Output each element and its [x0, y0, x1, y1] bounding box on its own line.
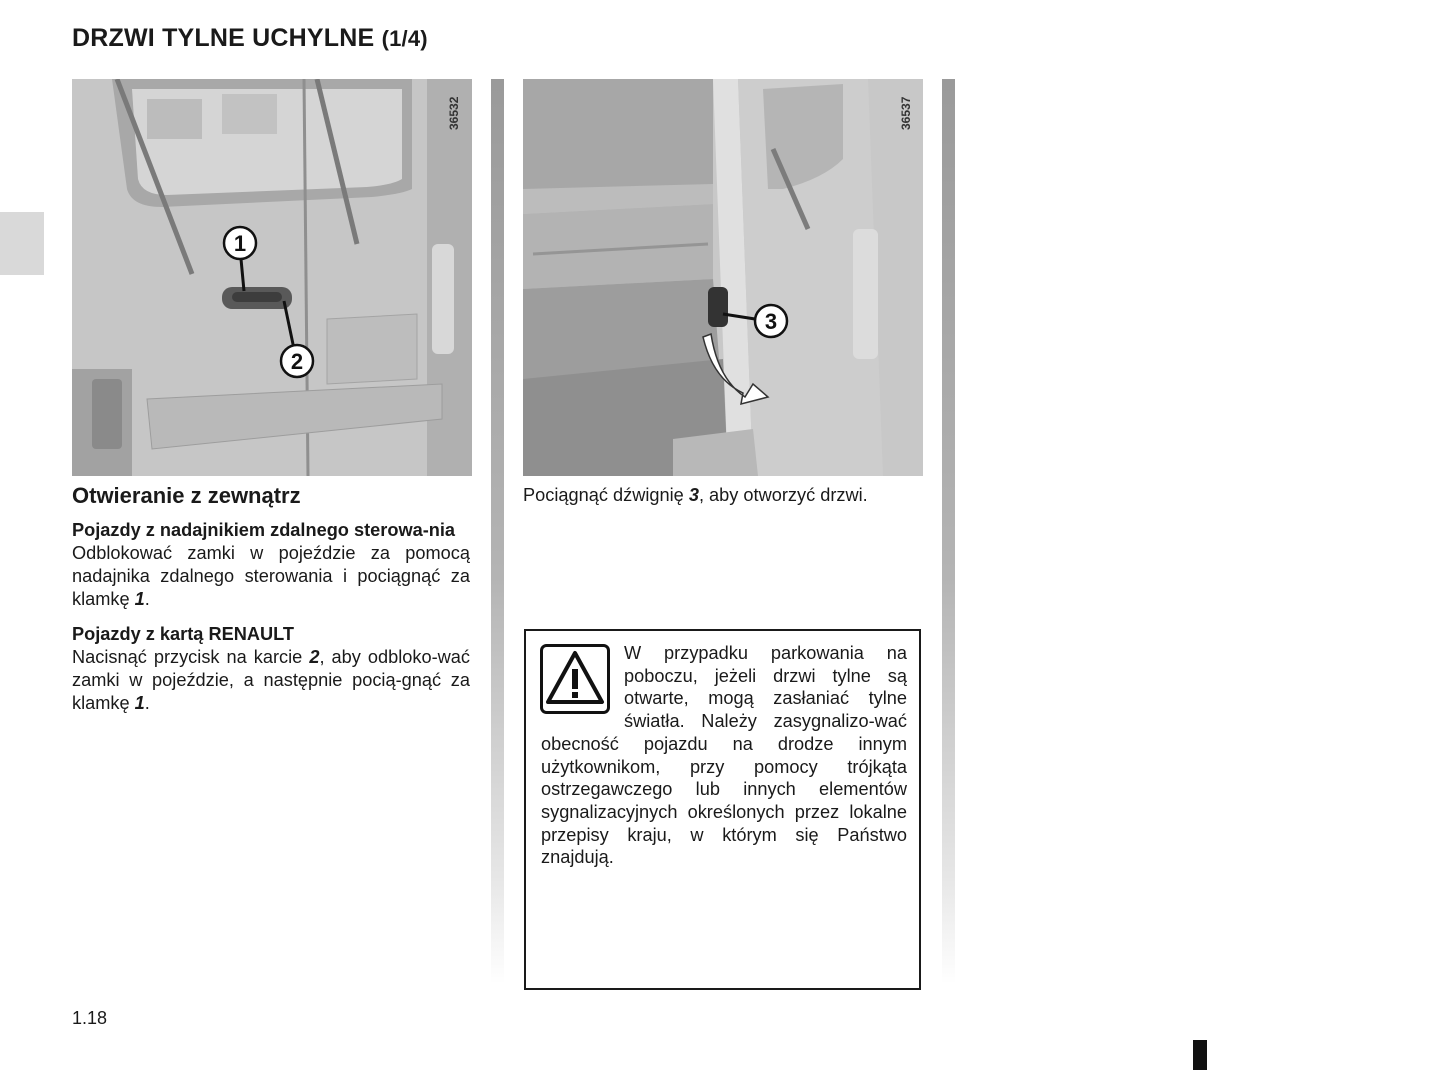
- subheading-card: Pojazdy z kartą RENAULT: [72, 624, 294, 644]
- page-edge-marker: [1193, 1040, 1207, 1070]
- paragraph-card: Nacisnąć przycisk na karcie 2, aby odbloko-wać zamki w pojeździe, a następnie pocią-gnąć za klamkę 1.: [72, 647, 470, 713]
- warning-box: [524, 629, 921, 990]
- section-remote: [72, 519, 470, 611]
- svg-text:2: 2: [290, 349, 304, 374]
- section-tab: [0, 212, 44, 275]
- page-title: [72, 24, 428, 53]
- figure-rear-door-interior: [523, 79, 923, 476]
- section-card: [72, 623, 470, 715]
- figure-code-left: 36532: [447, 96, 461, 130]
- paragraph-lever: Pociągnąć dźwignię 3, aby otworzyć drzwi.: [523, 485, 868, 505]
- right-column: [523, 484, 923, 507]
- column-gutter-right: [942, 79, 955, 984]
- title-part: (1/4): [381, 26, 428, 51]
- callout-1: [224, 227, 256, 259]
- callout-3: [755, 305, 787, 337]
- paragraph-remote: Odblokować zamki w pojeździe za pomocą nadajnika zdalnego sterowania i pociągnąć za klamkę 1.: [72, 543, 470, 609]
- column-gutter-left: [491, 79, 504, 984]
- warning-text: W przypadku parkowania na poboczu, jeżeli drzwi tylne są otwarte, mogą zasłaniać tylne światła. Należy zasygnalizo-wać obecność pojazdu na drodze innym użytkownikom, przy pomocy trójkąta ostrzegawczego lub innych elementów sygnalizacyjnych określonych przez lokalne przepisy kraju, w którym się Państwo znajdują.: [541, 643, 907, 868]
- left-column: [72, 484, 470, 727]
- svg-text:3: 3: [764, 309, 778, 334]
- svg-text:1: 1: [233, 231, 247, 256]
- page-number: 1.18: [72, 1008, 108, 1028]
- figure-code-right: 36537: [899, 96, 913, 130]
- callout-2: [281, 345, 313, 377]
- subheading-remote: Pojazdy z nadajnikiem zdalnego sterowa-nia: [72, 520, 456, 540]
- title-text: DRZWI TYLNE UCHYLNE: [72, 24, 375, 52]
- figure-rear-door-exterior: [72, 79, 472, 476]
- section-heading: Otwieranie z zewnątrz: [72, 483, 301, 508]
